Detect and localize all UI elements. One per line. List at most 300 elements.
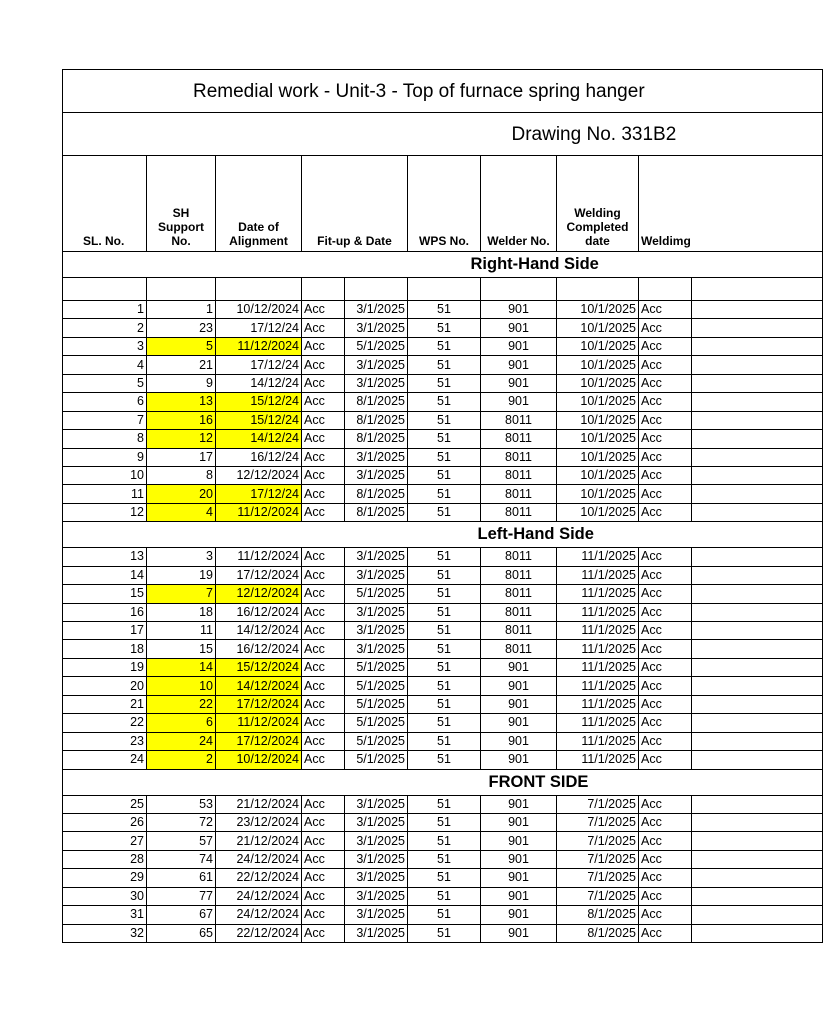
cell-date-of-alignment: 22/12/2024 — [216, 924, 302, 942]
cell-welder-no: 901 — [481, 374, 557, 392]
cell-date-of-alignment: 17/12/2024 — [216, 732, 302, 750]
cell-welder-no: 901 — [481, 695, 557, 713]
cell-welding-status: Acc — [639, 714, 692, 732]
header-date-of-alignment: Date of Alignment — [216, 156, 302, 252]
section-title: FRONT SIDE — [488, 772, 589, 791]
cell-welder-no: 8011 — [481, 566, 557, 584]
cell-welding-status: Acc — [639, 850, 692, 868]
cell-fitup-status: Acc — [302, 448, 345, 466]
cell-wps-no: 51 — [408, 813, 481, 831]
cell-date-of-alignment: 11/12/2024 — [216, 714, 302, 732]
cell-date-of-alignment: 14/12/2024 — [216, 622, 302, 640]
cell-wps-no: 51 — [408, 622, 481, 640]
cell-welder-no: 901 — [481, 924, 557, 942]
cell-wps-no: 51 — [408, 585, 481, 603]
cell-wps-no: 51 — [408, 319, 481, 337]
cell-welding-completed-date: 10/1/2025 — [557, 466, 639, 484]
cell-fitup-date: 5/1/2025 — [345, 337, 408, 355]
cell-sh-support-no: 61 — [147, 869, 216, 887]
cell-sh-support-no: 23 — [147, 319, 216, 337]
cell-welding-completed-date: 7/1/2025 — [557, 795, 639, 813]
cell-welding-completed-date: 10/1/2025 — [557, 337, 639, 355]
cell-wps-no: 51 — [408, 448, 481, 466]
cell-welding-completed-date: 11/1/2025 — [557, 714, 639, 732]
cell-sl-no: 15 — [63, 585, 147, 603]
cell-empty — [692, 714, 823, 732]
cell-fitup-status: Acc — [302, 887, 345, 905]
cell-welder-no: 901 — [481, 887, 557, 905]
cell-fitup-date: 5/1/2025 — [345, 677, 408, 695]
cell-welder-no: 901 — [481, 714, 557, 732]
cell-welder-no: 901 — [481, 393, 557, 411]
cell-welder-no: 901 — [481, 301, 557, 319]
table-row — [63, 393, 823, 411]
cell-sh-support-no: 22 — [147, 695, 216, 713]
cell-welder-no: 8011 — [481, 640, 557, 658]
cell-welding-completed-date: 11/1/2025 — [557, 732, 639, 750]
cell-welder-no: 901 — [481, 319, 557, 337]
cell-welding-completed-date: 11/1/2025 — [557, 640, 639, 658]
cell-empty — [692, 622, 823, 640]
cell-welding-completed-date: 11/1/2025 — [557, 566, 639, 584]
cell-fitup-status: Acc — [302, 585, 345, 603]
cell-welding-status: Acc — [639, 337, 692, 355]
cell-fitup-status: Acc — [302, 337, 345, 355]
cell-fitup-status: Acc — [302, 548, 345, 566]
table-row — [63, 319, 823, 337]
cell-fitup-status: Acc — [302, 850, 345, 868]
table-row — [63, 603, 823, 621]
cell-welding-status: Acc — [639, 448, 692, 466]
cell-welding-status: Acc — [639, 695, 692, 713]
cell-empty — [692, 278, 823, 301]
cell-welding-status: Acc — [639, 411, 692, 429]
cell-empty — [692, 503, 823, 521]
cell-fitup-date: 3/1/2025 — [345, 640, 408, 658]
cell-sh-support-no: 2 — [147, 751, 216, 769]
cell-sl-no: 4 — [63, 356, 147, 374]
cell-fitup-status: Acc — [302, 832, 345, 850]
cell-empty — [692, 374, 823, 392]
cell-wps-no: 51 — [408, 714, 481, 732]
table-row — [63, 485, 823, 503]
cell-date-of-alignment: 17/12/24 — [216, 485, 302, 503]
cell-empty — [692, 850, 823, 868]
cell-empty — [692, 301, 823, 319]
cell-empty — [692, 732, 823, 750]
cell-empty — [692, 906, 823, 924]
cell-welding-completed-date: 10/1/2025 — [557, 448, 639, 466]
cell-fitup-date: 5/1/2025 — [345, 732, 408, 750]
table-row — [63, 622, 823, 640]
table-row — [63, 448, 823, 466]
table-row — [63, 832, 823, 850]
cell-sh-support-no: 5 — [147, 337, 216, 355]
cell-empty — [692, 924, 823, 942]
cell-empty — [639, 278, 692, 301]
section-title: Right-Hand Side — [470, 255, 599, 273]
cell-fitup-status: Acc — [302, 466, 345, 484]
cell-welder-no: 901 — [481, 850, 557, 868]
header-fitup-date: Fit-up & Date — [302, 156, 408, 252]
table-row — [63, 430, 823, 448]
cell-welding-status: Acc — [639, 751, 692, 769]
table-row — [63, 640, 823, 658]
cell-wps-no: 51 — [408, 658, 481, 676]
cell-welding-completed-date: 10/1/2025 — [557, 503, 639, 521]
cell-sh-support-no: 65 — [147, 924, 216, 942]
cell-date-of-alignment: 21/12/2024 — [216, 832, 302, 850]
table-row — [63, 503, 823, 521]
cell-wps-no: 51 — [408, 887, 481, 905]
cell-wps-no: 51 — [408, 603, 481, 621]
cell-fitup-date: 3/1/2025 — [345, 466, 408, 484]
cell-sh-support-no: 17 — [147, 448, 216, 466]
cell-wps-no: 51 — [408, 732, 481, 750]
table-row — [63, 337, 823, 355]
cell-welding-completed-date: 10/1/2025 — [557, 374, 639, 392]
cell-welder-no: 901 — [481, 832, 557, 850]
cell-date-of-alignment: 11/12/2024 — [216, 548, 302, 566]
cell-sh-support-no: 21 — [147, 356, 216, 374]
cell-welder-no: 8011 — [481, 548, 557, 566]
cell-welding-status: Acc — [639, 319, 692, 337]
cell-sl-no: 27 — [63, 832, 147, 850]
cell-date-of-alignment: 12/12/2024 — [216, 466, 302, 484]
cell-welding-completed-date: 10/1/2025 — [557, 356, 639, 374]
cell-fitup-date: 5/1/2025 — [345, 658, 408, 676]
cell-sl-no: 6 — [63, 393, 147, 411]
cell-sl-no: 25 — [63, 795, 147, 813]
cell-welder-no: 901 — [481, 869, 557, 887]
cell-welding-completed-date: 10/1/2025 — [557, 319, 639, 337]
cell-sh-support-no: 10 — [147, 677, 216, 695]
cell-wps-no: 51 — [408, 337, 481, 355]
cell-fitup-status: Acc — [302, 430, 345, 448]
cell-welding-status: Acc — [639, 813, 692, 831]
cell-date-of-alignment: 24/12/2024 — [216, 887, 302, 905]
cell-empty — [147, 278, 216, 301]
cell-sh-support-no: 77 — [147, 887, 216, 905]
cell-empty — [692, 585, 823, 603]
cell-fitup-status: Acc — [302, 795, 345, 813]
cell-welding-completed-date: 11/1/2025 — [557, 585, 639, 603]
cell-wps-no: 51 — [408, 374, 481, 392]
header-weldimg: Weldimg — [639, 156, 823, 252]
cell-fitup-date: 8/1/2025 — [345, 411, 408, 429]
cell-sl-no: 17 — [63, 622, 147, 640]
cell-sl-no: 23 — [63, 732, 147, 750]
cell-sl-no: 9 — [63, 448, 147, 466]
cell-date-of-alignment: 17/12/2024 — [216, 566, 302, 584]
cell-fitup-date: 8/1/2025 — [345, 393, 408, 411]
cell-fitup-status: Acc — [302, 640, 345, 658]
cell-sh-support-no: 13 — [147, 393, 216, 411]
cell-welding-status: Acc — [639, 795, 692, 813]
cell-sh-support-no: 16 — [147, 411, 216, 429]
table-row — [63, 677, 823, 695]
cell-wps-no: 51 — [408, 640, 481, 658]
cell-fitup-date: 3/1/2025 — [345, 850, 408, 868]
cell-wps-no: 51 — [408, 548, 481, 566]
cell-sl-no: 11 — [63, 485, 147, 503]
cell-date-of-alignment: 17/12/24 — [216, 356, 302, 374]
cell-fitup-date: 3/1/2025 — [345, 603, 408, 621]
header-welder-no: Welder No. — [481, 156, 557, 252]
cell-date-of-alignment: 14/12/2024 — [216, 677, 302, 695]
cell-sl-no: 32 — [63, 924, 147, 942]
cell-welding-status: Acc — [639, 466, 692, 484]
cell-welder-no: 901 — [481, 356, 557, 374]
cell-sl-no: 19 — [63, 658, 147, 676]
table-row — [63, 301, 823, 319]
cell-welder-no: 8011 — [481, 622, 557, 640]
drawing-number-spacer — [63, 113, 557, 156]
cell-fitup-date: 3/1/2025 — [345, 566, 408, 584]
cell-welding-completed-date: 11/1/2025 — [557, 548, 639, 566]
cell-empty — [692, 466, 823, 484]
cell-date-of-alignment: 15/12/24 — [216, 411, 302, 429]
cell-fitup-status: Acc — [302, 906, 345, 924]
cell-welding-status: Acc — [639, 732, 692, 750]
cell-empty — [692, 658, 823, 676]
cell-fitup-date: 8/1/2025 — [345, 503, 408, 521]
cell-welding-completed-date: 11/1/2025 — [557, 751, 639, 769]
cell-welder-no: 901 — [481, 732, 557, 750]
cell-wps-no: 51 — [408, 411, 481, 429]
section-title-cell — [470, 252, 823, 278]
cell-welder-no: 901 — [481, 813, 557, 831]
spreadsheet — [62, 69, 690, 943]
section-title-cell — [488, 769, 823, 795]
cell-sh-support-no: 8 — [147, 466, 216, 484]
cell-empty — [692, 430, 823, 448]
cell-empty — [692, 337, 823, 355]
section-header-row — [63, 252, 823, 278]
cell-fitup-date: 8/1/2025 — [345, 485, 408, 503]
cell-empty — [692, 751, 823, 769]
cell-fitup-status: Acc — [302, 319, 345, 337]
cell-sl-no: 1 — [63, 301, 147, 319]
cell-fitup-status: Acc — [302, 751, 345, 769]
cell-empty — [692, 640, 823, 658]
cell-fitup-date: 3/1/2025 — [345, 906, 408, 924]
cell-wps-no: 51 — [408, 356, 481, 374]
cell-fitup-status: Acc — [302, 732, 345, 750]
cell-sl-no: 21 — [63, 695, 147, 713]
cell-welding-completed-date: 10/1/2025 — [557, 393, 639, 411]
section-header-row — [63, 522, 823, 548]
cell-welding-completed-date: 7/1/2025 — [557, 813, 639, 831]
cell-fitup-status: Acc — [302, 622, 345, 640]
cell-empty — [408, 278, 481, 301]
cell-sh-support-no: 24 — [147, 732, 216, 750]
cell-welding-completed-date: 7/1/2025 — [557, 887, 639, 905]
cell-sl-no: 12 — [63, 503, 147, 521]
cell-sh-support-no: 7 — [147, 585, 216, 603]
cell-fitup-date: 5/1/2025 — [345, 585, 408, 603]
cell-sh-support-no: 15 — [147, 640, 216, 658]
cell-wps-no: 51 — [408, 301, 481, 319]
cell-welding-status: Acc — [639, 393, 692, 411]
cell-date-of-alignment: 16/12/2024 — [216, 603, 302, 621]
cell-fitup-status: Acc — [302, 869, 345, 887]
cell-welder-no: 901 — [481, 677, 557, 695]
cell-date-of-alignment: 16/12/24 — [216, 448, 302, 466]
cell-sh-support-no: 6 — [147, 714, 216, 732]
table-row — [63, 714, 823, 732]
cell-sl-no: 14 — [63, 566, 147, 584]
cell-empty — [692, 319, 823, 337]
cell-sh-support-no: 53 — [147, 795, 216, 813]
cell-fitup-status: Acc — [302, 603, 345, 621]
cell-date-of-alignment: 24/12/2024 — [216, 850, 302, 868]
cell-date-of-alignment: 14/12/24 — [216, 430, 302, 448]
cell-wps-no: 51 — [408, 430, 481, 448]
cell-sh-support-no: 57 — [147, 832, 216, 850]
cell-welding-status: Acc — [639, 548, 692, 566]
cell-date-of-alignment: 22/12/2024 — [216, 869, 302, 887]
cell-date-of-alignment: 10/12/2024 — [216, 751, 302, 769]
cell-welding-status: Acc — [639, 585, 692, 603]
cell-welding-completed-date: 10/1/2025 — [557, 485, 639, 503]
cell-sh-support-no: 12 — [147, 430, 216, 448]
table-row — [63, 548, 823, 566]
cell-empty — [692, 566, 823, 584]
cell-fitup-status: Acc — [302, 301, 345, 319]
cell-welder-no: 901 — [481, 337, 557, 355]
cell-welding-completed-date: 7/1/2025 — [557, 832, 639, 850]
cell-empty — [302, 278, 345, 301]
cell-welding-status: Acc — [639, 430, 692, 448]
table-row — [63, 906, 823, 924]
table-row — [63, 751, 823, 769]
cell-welding-completed-date: 7/1/2025 — [557, 850, 639, 868]
cell-date-of-alignment: 10/12/2024 — [216, 301, 302, 319]
cell-wps-no: 51 — [408, 466, 481, 484]
cell-welding-status: Acc — [639, 924, 692, 942]
cell-welding-completed-date: 11/1/2025 — [557, 622, 639, 640]
cell-welder-no: 8011 — [481, 466, 557, 484]
cell-fitup-status: Acc — [302, 485, 345, 503]
cell-sl-no: 29 — [63, 869, 147, 887]
cell-empty — [481, 278, 557, 301]
cell-welding-status: Acc — [639, 622, 692, 640]
cell-date-of-alignment: 21/12/2024 — [216, 795, 302, 813]
cell-fitup-status: Acc — [302, 695, 345, 713]
cell-empty — [692, 695, 823, 713]
cell-welding-status: Acc — [639, 301, 692, 319]
cell-welder-no: 901 — [481, 906, 557, 924]
cell-sl-no: 7 — [63, 411, 147, 429]
table-row — [63, 658, 823, 676]
cell-welding-completed-date: 11/1/2025 — [557, 695, 639, 713]
table-row — [63, 356, 823, 374]
cell-fitup-status: Acc — [302, 503, 345, 521]
cell-sh-support-no: 20 — [147, 485, 216, 503]
table-row — [63, 466, 823, 484]
cell-date-of-alignment: 17/12/24 — [216, 319, 302, 337]
cell-sh-support-no: 72 — [147, 813, 216, 831]
inspection-table — [62, 69, 823, 943]
cell-sh-support-no: 67 — [147, 906, 216, 924]
cell-welder-no: 8011 — [481, 430, 557, 448]
cell-wps-no: 51 — [408, 869, 481, 887]
cell-fitup-date: 8/1/2025 — [345, 430, 408, 448]
cell-fitup-status: Acc — [302, 924, 345, 942]
cell-empty — [692, 795, 823, 813]
cell-fitup-status: Acc — [302, 714, 345, 732]
cell-empty — [692, 832, 823, 850]
cell-welding-status: Acc — [639, 356, 692, 374]
cell-welder-no: 901 — [481, 751, 557, 769]
cell-welding-status: Acc — [639, 485, 692, 503]
cell-sl-no: 3 — [63, 337, 147, 355]
cell-sl-no: 28 — [63, 850, 147, 868]
cell-fitup-date: 3/1/2025 — [345, 622, 408, 640]
cell-fitup-status: Acc — [302, 356, 345, 374]
cell-sh-support-no: 4 — [147, 503, 216, 521]
cell-welder-no: 8011 — [481, 411, 557, 429]
cell-sl-no: 10 — [63, 466, 147, 484]
cell-date-of-alignment: 11/12/2024 — [216, 503, 302, 521]
cell-empty — [692, 603, 823, 621]
cell-empty — [692, 411, 823, 429]
cell-welding-completed-date: 8/1/2025 — [557, 906, 639, 924]
cell-welding-completed-date: 10/1/2025 — [557, 301, 639, 319]
cell-empty — [63, 278, 147, 301]
cell-welder-no: 901 — [481, 795, 557, 813]
cell-date-of-alignment: 14/12/24 — [216, 374, 302, 392]
table-row — [63, 924, 823, 942]
cell-wps-no: 51 — [408, 503, 481, 521]
section-title: Left-Hand Side — [477, 525, 594, 544]
cell-sh-support-no: 19 — [147, 566, 216, 584]
section-title-cell — [477, 522, 823, 548]
cell-sl-no: 5 — [63, 374, 147, 392]
cell-fitup-status: Acc — [302, 566, 345, 584]
cell-wps-no: 51 — [408, 906, 481, 924]
header-sl-no: SL. No. — [63, 156, 147, 252]
cell-fitup-date: 3/1/2025 — [345, 813, 408, 831]
cell-welding-status: Acc — [639, 832, 692, 850]
cell-fitup-date: 3/1/2025 — [345, 356, 408, 374]
table-row — [63, 374, 823, 392]
cell-fitup-date: 3/1/2025 — [345, 887, 408, 905]
cell-fitup-date: 3/1/2025 — [345, 869, 408, 887]
cell-date-of-alignment: 15/12/2024 — [216, 658, 302, 676]
cell-empty — [692, 448, 823, 466]
cell-welding-status: Acc — [639, 677, 692, 695]
cell-sl-no: 2 — [63, 319, 147, 337]
column-header-row — [63, 156, 823, 252]
cell-fitup-date: 5/1/2025 — [345, 714, 408, 732]
header-wps-no: WPS No. — [408, 156, 481, 252]
cell-fitup-date: 3/1/2025 — [345, 832, 408, 850]
cell-welder-no: 8011 — [481, 503, 557, 521]
cell-welder-no: 8011 — [481, 585, 557, 603]
cell-fitup-date: 3/1/2025 — [345, 374, 408, 392]
cell-empty — [692, 393, 823, 411]
cell-sl-no: 16 — [63, 603, 147, 621]
table-row — [63, 732, 823, 750]
cell-welding-status: Acc — [639, 566, 692, 584]
cell-fitup-status: Acc — [302, 813, 345, 831]
cell-fitup-status: Acc — [302, 374, 345, 392]
cell-empty — [692, 869, 823, 887]
cell-fitup-date: 5/1/2025 — [345, 695, 408, 713]
cell-sl-no: 13 — [63, 548, 147, 566]
